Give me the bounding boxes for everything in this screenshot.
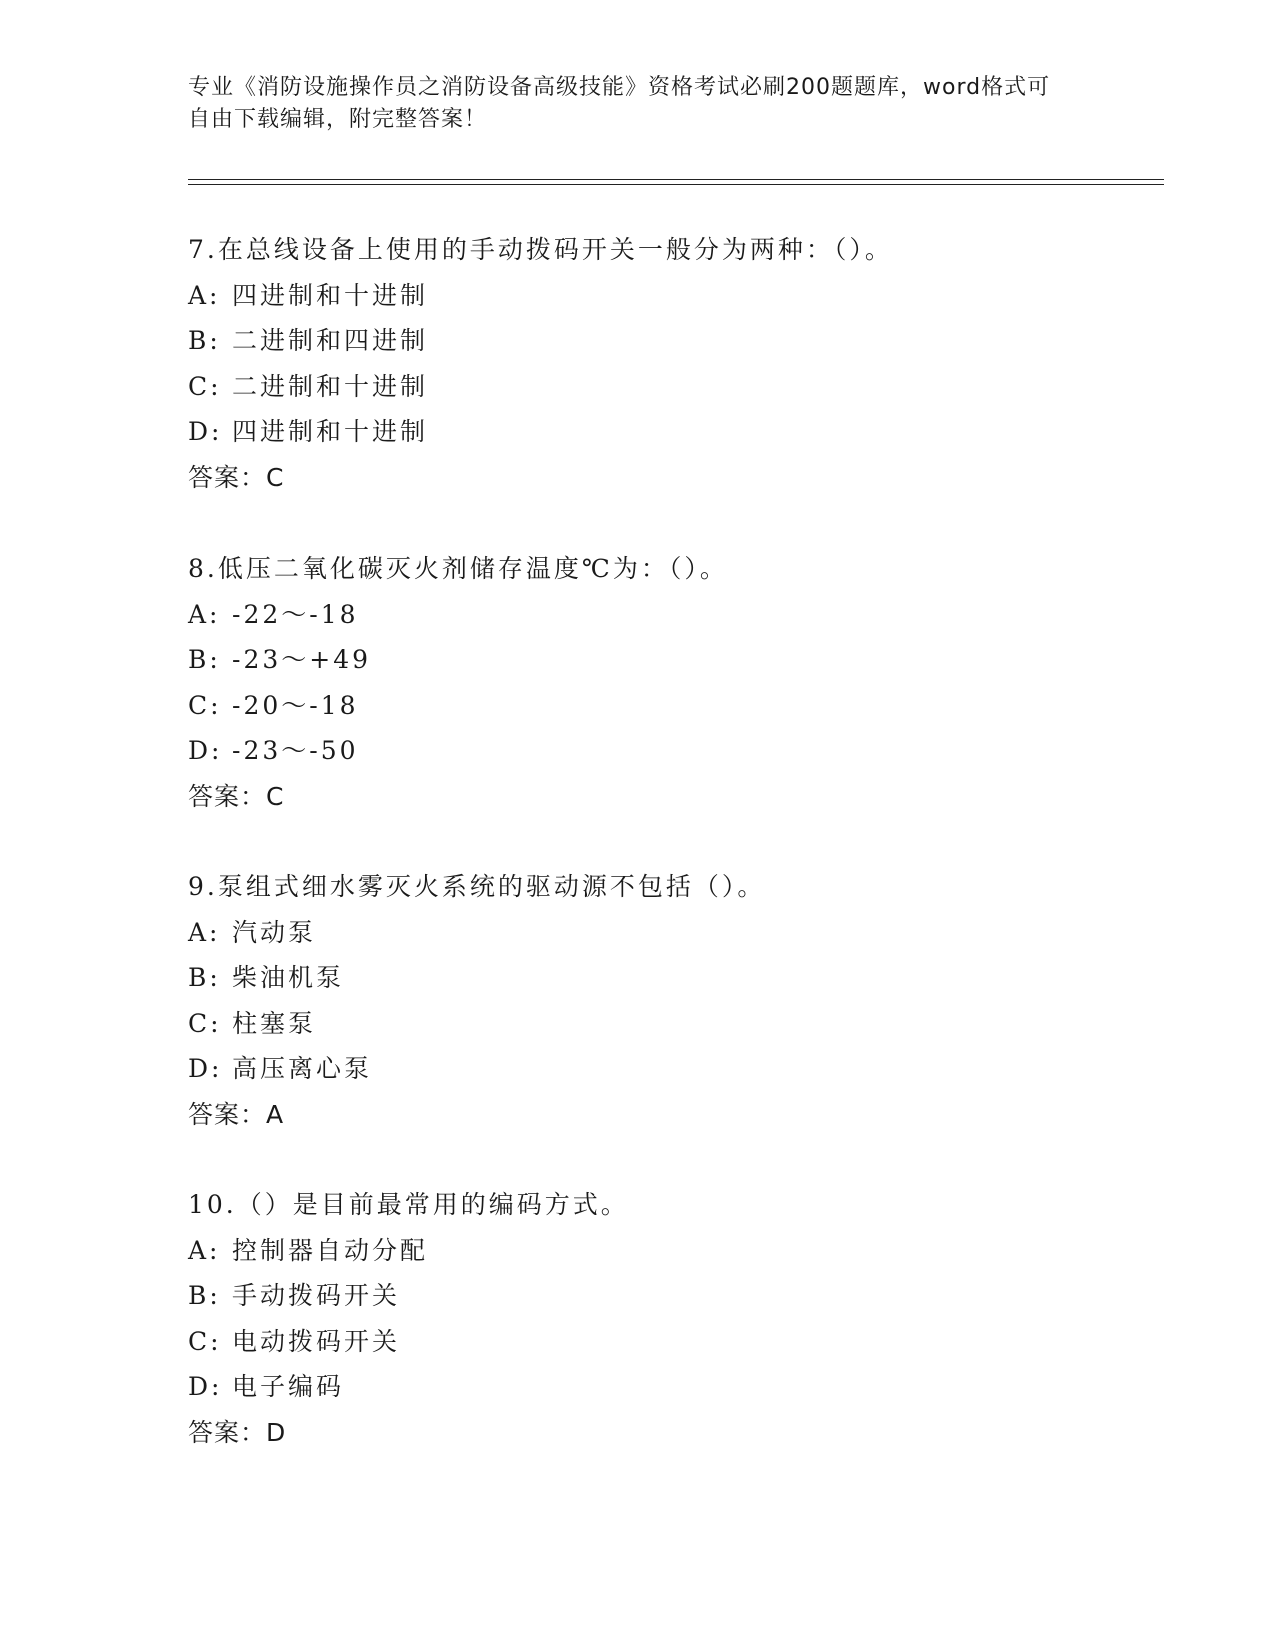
question-stem: 10.（）是目前最常用的编码方式。 [188,1190,629,1219]
option-b [188,955,1168,1001]
option-letter: D: [188,1054,223,1083]
option-text: 柱塞泵 [232,1008,317,1038]
option-letter: C: [188,371,222,401]
question-10 [188,1182,1168,1455]
header-divider-top [188,179,1164,180]
option-d [188,728,1168,774]
option-a [188,1228,1168,1274]
answer-line: 答案：D [188,1417,287,1447]
option-d [188,1046,1168,1092]
option-letter: D: [188,417,223,446]
option-c [188,364,1168,410]
option-letter: C: [188,1008,222,1038]
option-c [188,683,1168,729]
option-text: -23～+49 [232,645,372,674]
option-text: 控制器自动分配 [232,1235,429,1265]
option-b [188,1273,1168,1319]
option-a [188,273,1168,319]
answer-line: 答案：C [188,462,285,492]
option-c [188,1319,1168,1365]
option-text: 四进制和十进制 [232,417,429,446]
question-stem: 7.在总线设备上使用的手动拨码开关一般分为两种：（）。 [188,235,893,264]
option-text: 电子编码 [232,1372,345,1401]
option-text: 手动拨码开关 [232,1281,401,1310]
option-letter: C: [188,690,222,720]
option-text: 二进制和四进制 [232,326,429,355]
option-letter: A: [188,1235,221,1265]
option-letter: C: [188,1326,222,1356]
option-letter: B: [188,1281,221,1310]
option-letter: B: [188,326,221,355]
header-divider-bottom [188,184,1164,185]
answer-line: 答案：C [188,781,285,811]
option-text: 柴油机泵 [232,963,345,992]
document-header: 专业《消防设施操作员之消防设备高级技能》资格考试必刷200题题库，word格式可自由下载编辑，附完整答案！ [188,75,1051,132]
option-letter: B: [188,645,221,674]
option-letter: D: [188,1372,223,1401]
question-9 [188,864,1168,1137]
option-text: -22～-18 [232,599,359,629]
option-text: 电动拨码开关 [232,1326,401,1356]
option-a [188,592,1168,638]
option-letter: D: [188,736,223,765]
option-c [188,1001,1168,1047]
option-text: -20～-18 [232,690,359,720]
option-b [188,318,1168,364]
question-7 [188,227,1168,500]
question-stem: 9.泵组式细水雾灭火系统的驱动源不包括（）。 [188,872,766,901]
option-letter: A: [188,280,221,310]
option-text: 高压离心泵 [232,1054,373,1083]
option-letter: B: [188,963,221,992]
answer-line: 答案：A [188,1099,285,1129]
option-a [188,910,1168,956]
option-text: -23～-50 [232,736,359,765]
option-text: 四进制和十进制 [232,280,429,310]
option-b [188,637,1168,683]
option-letter: A: [188,599,221,629]
question-8 [188,546,1168,819]
option-text: 二进制和十进制 [232,371,429,401]
question-stem: 8.低压二氧化碳灭火剂储存温度℃为：（）。 [188,554,728,583]
option-text: 汽动泵 [232,917,317,947]
option-letter: A: [188,917,221,947]
option-d [188,409,1168,455]
option-d [188,1364,1168,1410]
